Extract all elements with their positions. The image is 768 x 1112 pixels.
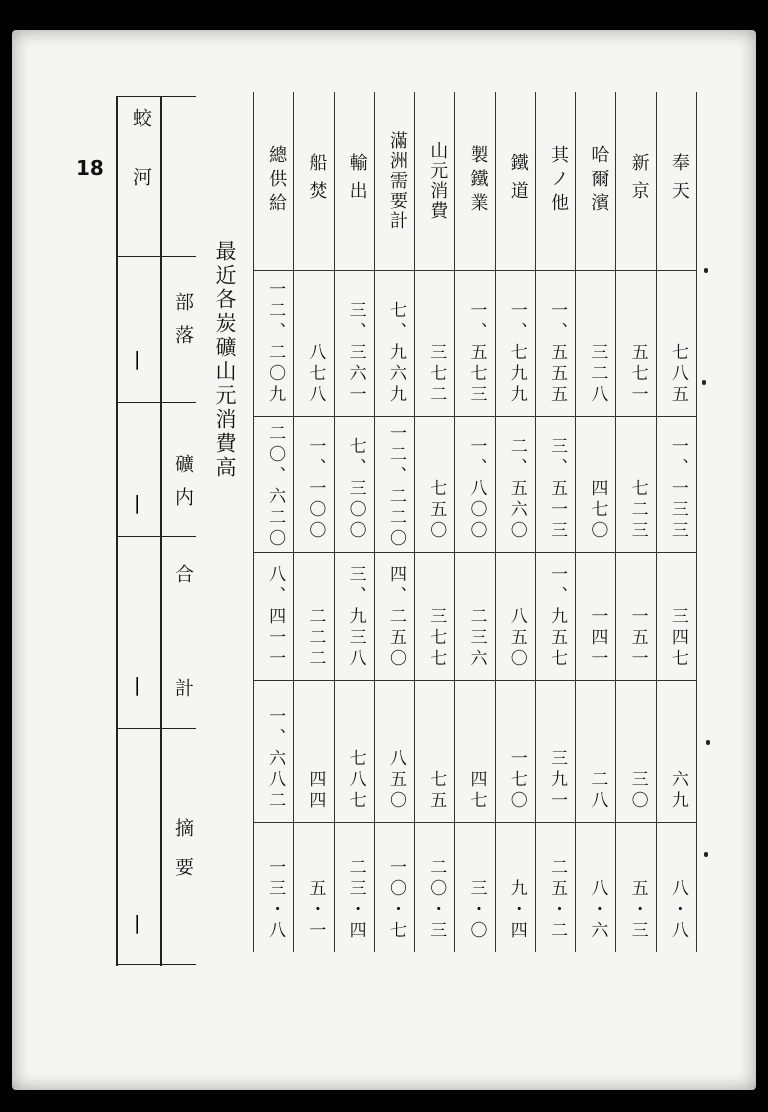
- side-table-row-line: [116, 536, 196, 537]
- table-cell: 四四: [305, 770, 326, 812]
- table-row-line: [253, 416, 696, 417]
- main-table: [253, 92, 696, 952]
- side-table-header: 礦内: [172, 454, 194, 520]
- column-header: 船焚: [306, 153, 328, 209]
- column-header: 山元消費: [427, 141, 449, 221]
- table-cell: 一、九五七: [547, 565, 568, 670]
- side-table-header: 摘要: [172, 818, 194, 896]
- scan-speck: [704, 268, 708, 273]
- side-table-left-border: [116, 96, 118, 966]
- table-cell: 七八七: [345, 749, 366, 812]
- side-table-value: |: [134, 912, 147, 934]
- table-cell: 四七〇: [587, 479, 608, 542]
- table-cell: 一、八〇〇: [466, 437, 487, 542]
- table-cell: 八、四一一: [265, 565, 286, 670]
- table-cell: 八・六: [587, 879, 608, 942]
- scan-speck: [704, 852, 708, 857]
- side-table-bottom-border: [116, 964, 196, 965]
- table-column-line: [656, 92, 657, 952]
- table-column-line: [535, 92, 536, 952]
- table-column-line: [575, 92, 576, 952]
- table-cell: 四七: [466, 770, 487, 812]
- table-cell: 一二、二二〇: [385, 424, 406, 550]
- table-cell: 一七〇: [506, 749, 527, 812]
- side-table-value: |: [134, 348, 147, 370]
- table-column-line: [293, 92, 294, 952]
- table-cell: 九・四: [506, 879, 527, 942]
- table-cell: 五・一: [305, 879, 326, 942]
- table-cell: 八・八: [667, 879, 688, 942]
- table-cell: 一二、二〇九: [265, 280, 286, 406]
- column-header: 鐵道: [507, 153, 529, 209]
- table-cell: 二二二: [305, 607, 326, 670]
- side-table-value: |: [134, 674, 147, 696]
- table-cell: 一、一〇〇: [305, 437, 326, 542]
- side-table-top-border: [116, 96, 196, 97]
- table-cell: 四、二五〇: [385, 565, 406, 670]
- table-cell: 三、九三八: [345, 565, 366, 670]
- table-column-line: [495, 92, 496, 952]
- table-row-line: [253, 270, 696, 271]
- column-header: 製鐵業: [467, 145, 489, 217]
- column-header: 滿洲需要計: [386, 131, 408, 231]
- side-table-name: 蛟河: [130, 108, 152, 226]
- table-cell: 一四一: [587, 607, 608, 670]
- side-table-header: 計: [172, 678, 194, 703]
- table-cell: 一、五五五: [547, 301, 568, 406]
- side-table-header: 部落: [172, 292, 194, 358]
- table-cell: 八五〇: [506, 607, 527, 670]
- side-table-value: |: [134, 492, 147, 514]
- table-column-line: [454, 92, 455, 952]
- table-cell: 三九一: [547, 749, 568, 812]
- table-cell: 二八: [587, 770, 608, 812]
- table-cell: 一、五七三: [466, 301, 487, 406]
- table-cell: 一、七九九: [506, 301, 527, 406]
- table-column-line: [374, 92, 375, 952]
- table-cell: 七、九六九: [385, 301, 406, 406]
- table-cell: 七五〇: [426, 479, 447, 542]
- table-cell: 五七一: [627, 343, 648, 406]
- table-cell: 二、五六〇: [506, 437, 527, 542]
- table-cell: 五・三: [627, 879, 648, 942]
- column-header: 新京: [628, 153, 650, 209]
- side-table-header: 合: [172, 564, 194, 589]
- table-cell: 一〇・七: [385, 858, 406, 942]
- table-column-line: [615, 92, 616, 952]
- table-column-line: [334, 92, 335, 952]
- table-cell: 二三・四: [345, 858, 366, 942]
- table-cell: 七、三〇〇: [345, 437, 366, 542]
- table-row-line: [253, 552, 696, 553]
- table-cell: 七二三: [627, 479, 648, 542]
- column-header: 奉天: [668, 153, 690, 209]
- table-column-line: [253, 92, 254, 952]
- scan-speck: [702, 380, 706, 385]
- table-cell: 三七七: [426, 607, 447, 670]
- table-cell: 一三・八: [265, 858, 286, 942]
- side-table-row-line: [116, 402, 196, 403]
- side-table-row-line: [116, 728, 196, 729]
- table-cell: 三〇: [627, 770, 648, 812]
- table-cell: 二五・二: [547, 858, 568, 942]
- document-page: [12, 30, 756, 1090]
- table-row-line: [253, 680, 696, 681]
- table-cell: 二〇・三: [426, 858, 447, 942]
- page-number: 18: [76, 156, 104, 180]
- table-column-line: [696, 92, 697, 952]
- table-row-line: [253, 822, 696, 823]
- table-cell: 八五〇: [385, 749, 406, 812]
- side-table-divider: [160, 96, 162, 966]
- table-cell: 三四七: [667, 607, 688, 670]
- table-cell: 三、五一三: [547, 437, 568, 542]
- table-cell: 三・〇: [466, 879, 487, 942]
- table-cell: 二三六: [466, 607, 487, 670]
- table-cell: 一、一三三: [667, 437, 688, 542]
- table-cell: 三、三六一: [345, 301, 366, 406]
- scan-speck: [706, 740, 710, 745]
- table-cell: 七五: [426, 770, 447, 812]
- table-cell: 八七八: [305, 343, 326, 406]
- side-table-row-line: [116, 256, 196, 257]
- table-cell: 一五一: [627, 607, 648, 670]
- column-header: 輸出: [346, 153, 368, 209]
- table-cell: 六九: [667, 770, 688, 812]
- table-cell: 三二八: [587, 343, 608, 406]
- table-title: 最近各炭礦山元消費高: [213, 240, 237, 480]
- column-header: 總供給: [266, 145, 288, 217]
- table-cell: 二〇、六二〇: [265, 424, 286, 550]
- table-cell: 一、六八二: [265, 707, 286, 812]
- column-header: 哈爾濱: [588, 145, 610, 217]
- column-header: 其ノ他: [548, 145, 570, 217]
- table-cell: 七八五: [667, 343, 688, 406]
- table-cell: 三七二: [426, 343, 447, 406]
- table-column-line: [414, 92, 415, 952]
